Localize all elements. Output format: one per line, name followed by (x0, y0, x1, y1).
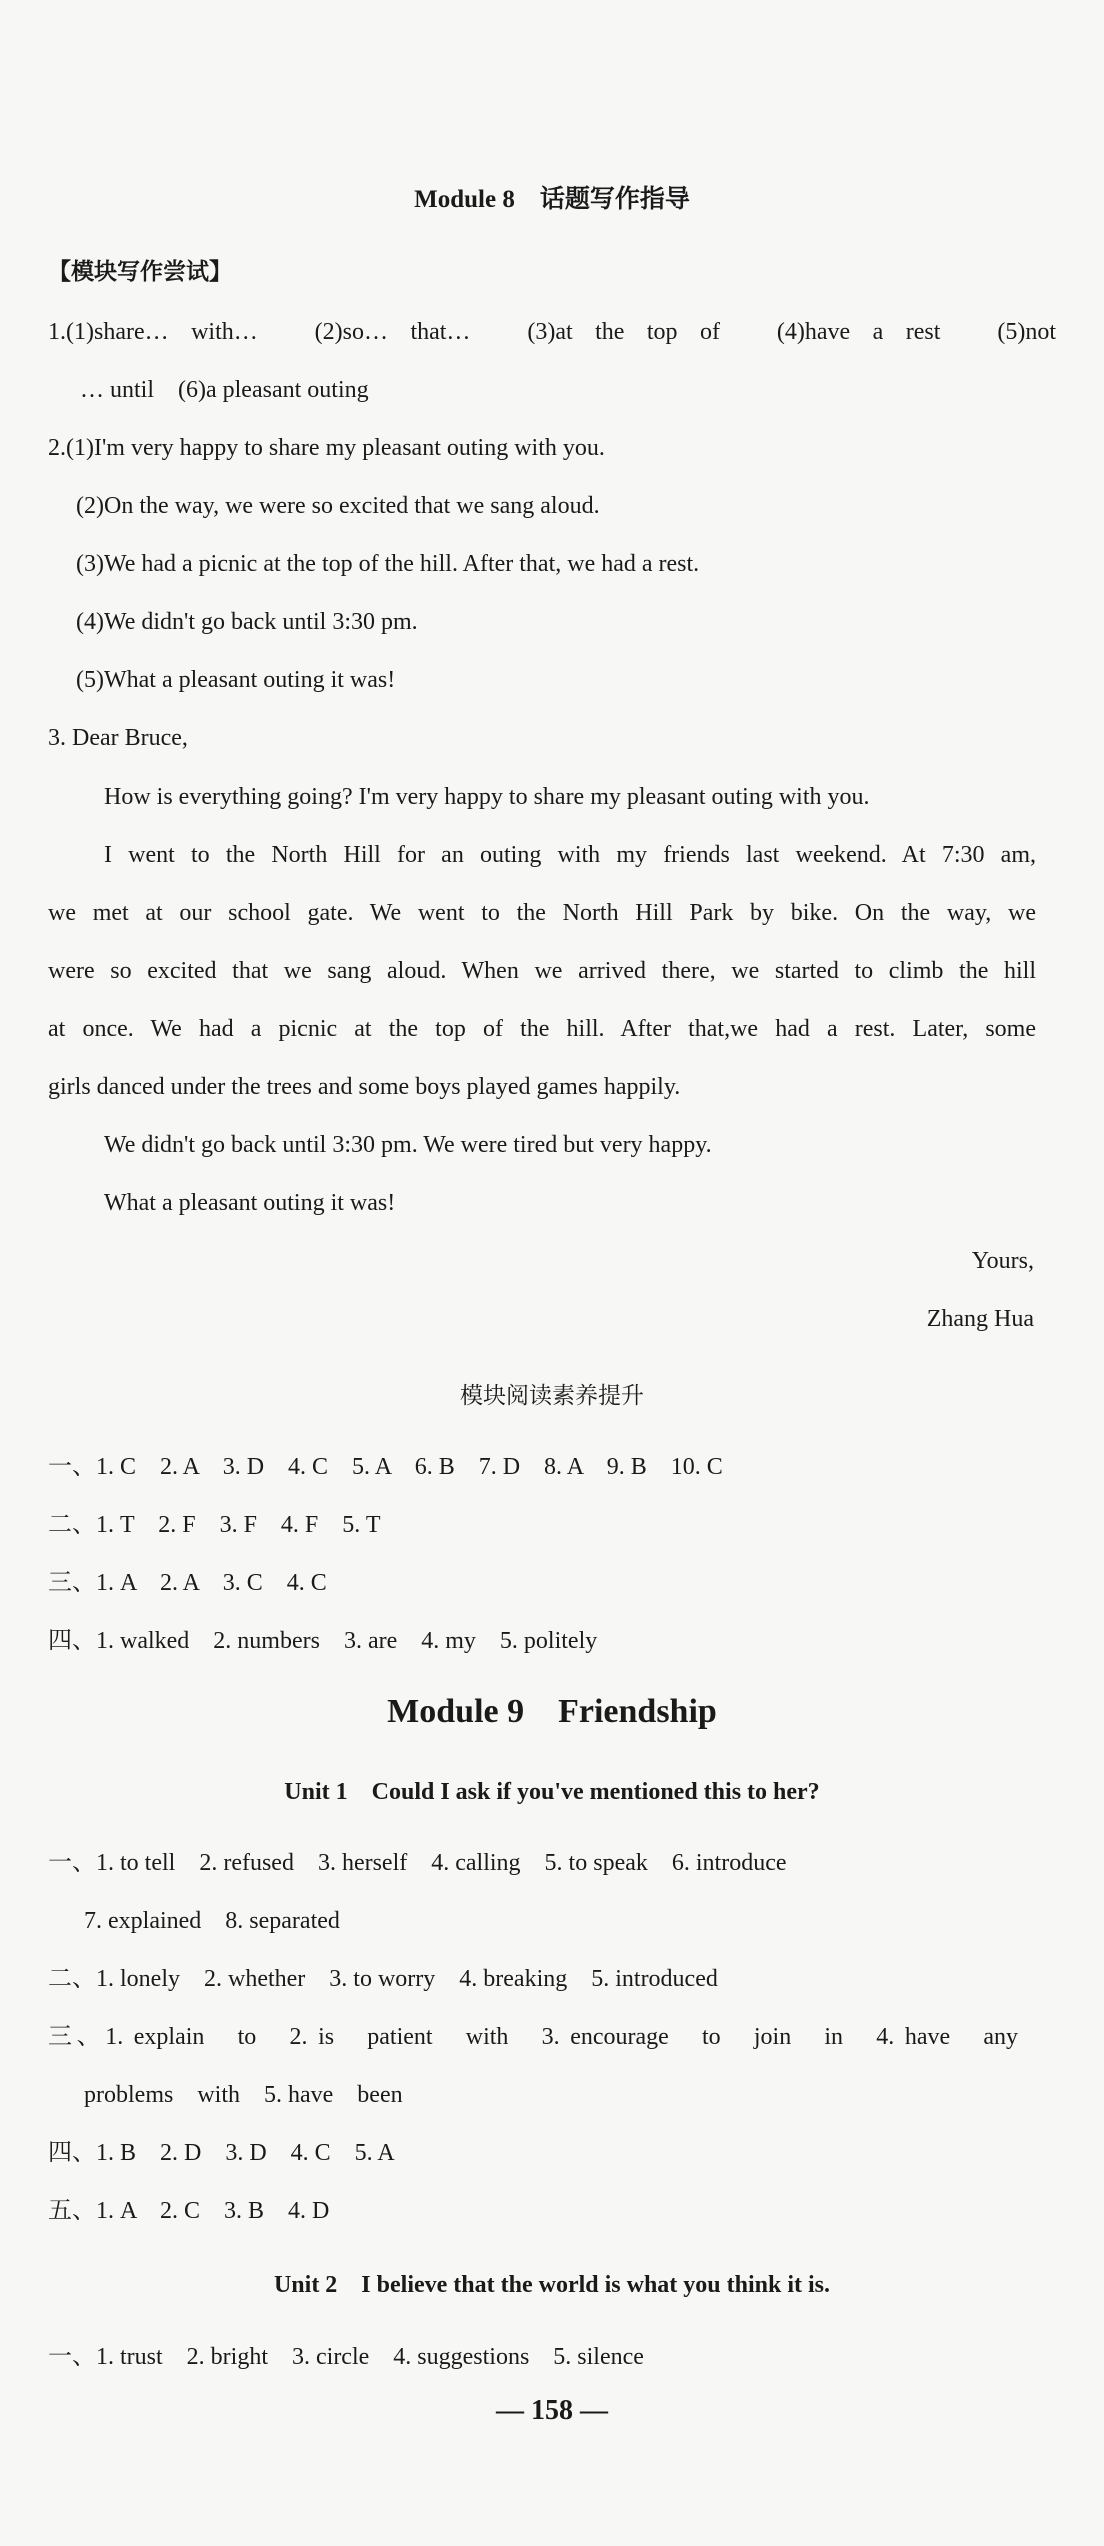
q2-line3: (3)We had a picnic at the top of the hill. After that, we had a rest. (76, 551, 700, 577)
reading-answer-line: 二、1. T 2. F 3. F 4. F 5. T (48, 1512, 381, 1538)
u1-answer-line: 三、1. explain to 2. is patient with 3. encourage to join in 4. have any (48, 2024, 1018, 2050)
reading-answer-line: 四、1. walked 2. numbers 3. are 4. my 5. politely (48, 1628, 598, 1654)
q1-line2: … until (6)a pleasant outing (80, 377, 369, 403)
u1-answer-line: 二、1. lonely 2. whether 3. to worry 4. breaking 5. introduced (48, 1966, 718, 1992)
letter-line: were so excited that we sang aloud. When we arrived there, we started to climb the hill (48, 958, 1036, 984)
unit2-title: Unit 2 I believe that the world is what you think it is. (273, 2272, 831, 2298)
reading-title: 模块阅读素养提升 (460, 1383, 644, 1409)
u1-answer-line: 7. explained 8. separated (84, 1908, 340, 1934)
q1-line1: 1.(1)share… with… (2)so… that… (3)at the top of (4)have a rest (5)not (48, 319, 1056, 345)
letter-closing: Yours, (971, 1248, 1034, 1274)
section-heading: 【模块写作尝试】 (48, 259, 232, 285)
letter-line: How is everything going? I'm very happy to share my pleasant outing with you. (104, 784, 870, 810)
letter-signature: Zhang Hua (926, 1306, 1034, 1332)
q2-line5: (5)What a pleasant outing it was! (76, 667, 396, 693)
u2-answer-line: 一、1. trust 2. bright 3. circle 4. suggestions 5. silence (48, 2344, 644, 2370)
module9-title: Module 9 Friendship (387, 1693, 717, 1730)
letter-line: We didn't go back until 3:30 pm. We were tired but very happy. (104, 1132, 712, 1158)
u1-answer-line: 五、1. A 2. C 3. B 4. D (48, 2198, 330, 2224)
q2-line2: (2)On the way, we were so excited that we sang aloud. (76, 493, 600, 519)
unit1-title: Unit 1 Could I ask if you've mentioned this to her? (284, 1779, 820, 1805)
q2-line1: 2.(1)I'm very happy to share my pleasant outing with you. (48, 435, 605, 461)
letter-line: I went to the North Hill for an outing with my friends last weekend. At 7:30 am, (104, 842, 1036, 868)
reading-answer-line: 三、1. A 2. A 3. C 4. C (48, 1570, 327, 1596)
u1-answer-line: problems with 5. have been (84, 2082, 403, 2108)
letter-line: we met at our school gate. We went to the North Hill Park by bike. On the way, we (48, 900, 1036, 926)
reading-answer-line: 一、1. C 2. A 3. D 4. C 5. A 6. B 7. D 8. A 9. B 10. C (48, 1454, 723, 1480)
q2-line4: (4)We didn't go back until 3:30 pm. (76, 609, 418, 635)
letter-line: girls danced under the trees and some boys played games happily. (48, 1074, 681, 1100)
module8-title: Module 8 话题写作指导 (414, 186, 690, 213)
letter-line: What a pleasant outing it was! (104, 1190, 396, 1216)
letter-greeting: 3. Dear Bruce, (48, 725, 188, 751)
page-number: — 158 — (496, 2395, 608, 2426)
u1-answer-line: 四、1. B 2. D 3. D 4. C 5. A (48, 2140, 395, 2166)
letter-line: at once. We had a picnic at the top of the hill. After that,we had a rest. Later, some (48, 1016, 1036, 1042)
u1-answer-line: 一、1. to tell 2. refused 3. herself 4. calling 5. to speak 6. introduce (48, 1850, 787, 1876)
